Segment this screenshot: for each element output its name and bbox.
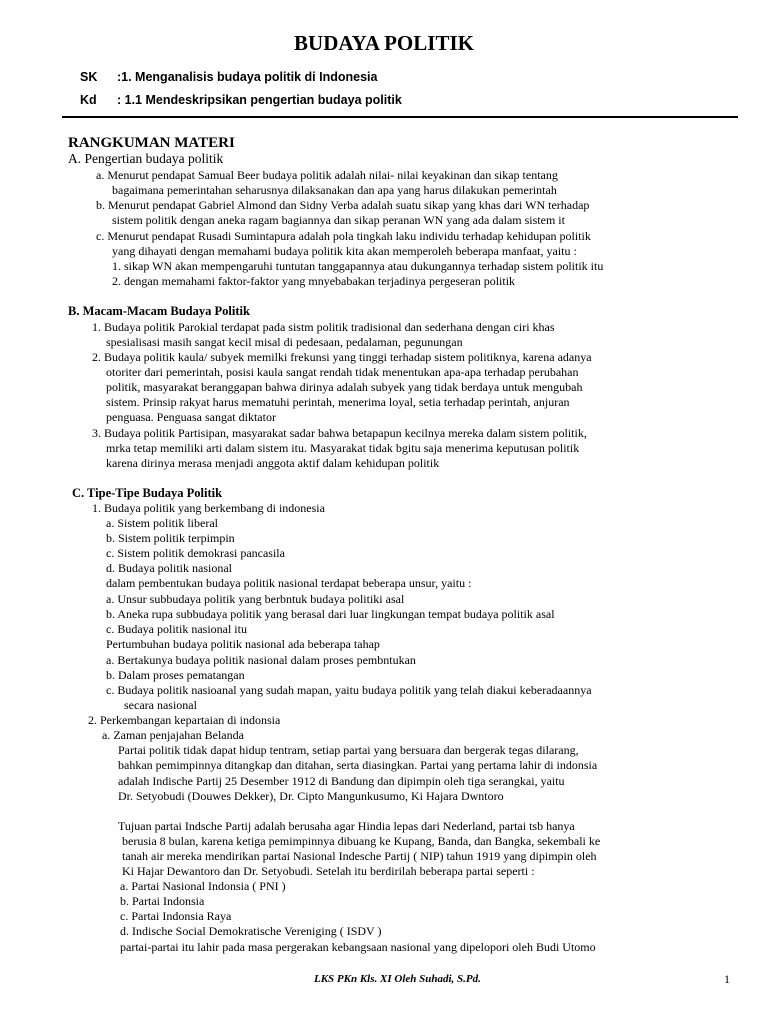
section-b-line: penguasa. Penguasa sangat diktator (106, 410, 276, 424)
section-c-line: b. Sistem politik terpimpin (106, 531, 235, 545)
section-c-line: d. Indische Social Demokratische Vereniging ( ISDV ) (120, 924, 382, 938)
section-c-line: a. Zaman penjajahan Belanda (102, 728, 244, 742)
section-c-line: a. Bertakunya budaya politik nasional dalam proses pembntukan (106, 653, 416, 667)
sk-label: SK (80, 70, 98, 84)
section-b-line: spesialisasi masih sangat kecil misal di pedesaan, pedalaman, pegunungan (106, 335, 463, 349)
sk-text: :1. Menganalisis budaya politik di Indonesia (117, 70, 378, 84)
kd-text: : 1.1 Mendeskripsikan pengertian budaya politik (117, 93, 402, 107)
section-c-line: Pertumbuhan budaya politik nasional ada beberapa tahap (106, 637, 380, 651)
section-c-line: d. Budaya politik nasional (106, 561, 232, 575)
section-c-line: adalah Indische Partij 25 Desember 1912 di Bandung dan dipimpin oleh tiga serangkai, yaitu (118, 774, 565, 788)
section-c-line: a. Unsur subbudaya politik yang berbntuk budaya politiki asal (106, 592, 405, 606)
section-c-line: bahkan pemimpinnya ditangkap dan ditahan, serta diasingkan. Partai yang pertama lahir di indonsia (118, 758, 598, 772)
section-b-line: 2. Budaya politik kaula/ subyek memilki frekunsi yang tinggi terhadap sistem politiknya, karena adanya (92, 350, 592, 364)
kd-label: Kd (80, 93, 97, 107)
section-a-line: sistem politik dengan aneka ragam bagiannya dan sikap peranan WN yang ada dalam sistem it (112, 213, 565, 227)
section-c-line: berusia 8 bulan, karena ketiga pemimpinnya dibuang ke Kupang, Banda, dan Bangka, sekembali ke (122, 834, 601, 848)
section-c-line: 2. Perkembangan kepartaian di indonsia (88, 713, 281, 727)
section-b-line: mrka tetap memiliki arti dalam sistem itu. Masyarakat tidak bgitu saja menerima keputusan politik (106, 441, 580, 455)
section-c-line: secara nasional (124, 698, 197, 712)
section-b-line: politik, masyarakat beranggapan bahwa dirinya adalah subyek yang tidak berdaya untuk mengubah (106, 380, 583, 394)
section-c-line: b. Dalam proses pematangan (106, 668, 245, 682)
section-c-line: b. Partai Indonsia (120, 894, 205, 908)
section-c-line: Partai politik tidak dapat hidup tentram, setiap partai yang bersuara dan bergerak tegas dilarang, (118, 743, 579, 757)
section-c-line: Dr. Setyobudi (Douwes Dekker), Dr. Cipto Mangunkusumo, Ki Hajara Dwntoro (118, 789, 504, 803)
section-b-line: 1. Budaya politik Parokial terdapat pada sistm politik tradisional dan sederhana dengan ciri khas (92, 320, 555, 334)
section-c-line: 1. Budaya politik yang berkembang di indonesia (92, 501, 325, 515)
section-c-line: partai-partai itu lahir pada masa pergerakan kebangsaan nasional yang dipelopori oleh Budi Utomo (120, 940, 596, 954)
section-c-line: c. Partai Indonsia Raya (120, 909, 232, 923)
section-b-line: karena dirinya merasa menjadi anggota aktif dalam kehidupan politik (106, 456, 440, 470)
section-a-line: a. Menurut pendapat Samual Beer budaya politik adalah nilai- nilai keyakinan dan sikap tentang (96, 168, 558, 182)
section-c-line: a. Partai Nasional Indonsia ( PNI ) (120, 879, 286, 893)
header-divider (62, 116, 738, 118)
page-title: BUDAYA POLITIK (294, 31, 474, 55)
section-b-heading: B. Macam-Macam Budaya Politik (68, 304, 250, 318)
section-a-line: c. Menurut pendapat Rusadi Sumintapura adalah pola tingkah laku individu terhadap kehidupan politik (96, 229, 591, 243)
section-c-line: c. Budaya politik nasional itu (106, 622, 247, 636)
section-c-heading: C. Tipe-Tipe Budaya Politik (72, 486, 223, 500)
section-c-line: c. Sistem politik demokrasi pancasila (106, 546, 285, 560)
section-title-rangkuman: RANGKUMAN MATERI (68, 135, 235, 151)
section-b-line: 3. Budaya politik Partisipan, masyarakat sadar bahwa betapapun kecilnya mereka dalam sistem politik, (92, 426, 587, 440)
section-a-line: 2. dengan memahami faktor-faktor yang mnyebabakan terjadinya pergeseran politik (112, 274, 516, 288)
section-b-line: otoriter dari pemerintah, posisi kaula sangat rendah tidak menentukan apa-apa terhadap perubahan (106, 365, 579, 379)
footer-text: LKS PKn Kls. XI Oleh Suhadi, S.Pd. (314, 973, 481, 985)
section-a-line: yang dihayati dengan memahami budaya politik kita akan memperoleh beberapa manfaat, yaitu : (112, 244, 577, 258)
section-c-line: dalam pembentukan budaya politik nasional terdapat beberapa unsur, yaitu : (106, 576, 472, 590)
section-c-line: Tujuan partai Indsche Partij adalah berusaha agar Hindia lepas dari Nederland, partai tsb hanya (118, 819, 575, 833)
section-c-line: a. Sistem politik liberal (106, 516, 218, 530)
section-c-line: Ki Hajar Dewantoro dan Dr. Setyobudi. Setelah itu berdirilah beberapa partai seperti : (122, 864, 535, 878)
section-c-line: tanah air mereka mendirikan partai Nasional Indesche Partij ( NIP) tahun 1919 yang dipimpin oleh (122, 849, 597, 863)
page-number: 1 (724, 972, 730, 986)
section-a-line: 1. sikap WN akan mempengaruhi tuntutan tanggapannya atau dukungannya terhadap sistem politik itu (112, 259, 604, 273)
section-a-heading: A. Pengertian budaya politik (68, 151, 224, 166)
section-a-line: b. Menurut pendapat Gabriel Almond dan Sidny Verba adalah suatu sikap yang khas dari WN terhadap (96, 198, 590, 212)
section-a-line: bagaimana pemerintahan seharusnya dilaksanakan dan apa yang harus dilakukan pemerintah (112, 183, 557, 197)
section-c-line: b. Aneka rupa subbudaya politik yang berasal dari luar lingkungan tempat budaya politik asal (106, 607, 555, 621)
section-c-line: c. Budaya politik nasioanal yang sudah mapan, yaitu budaya politik yang telah diakui keberadaannya (106, 683, 592, 697)
section-b-line: sistem. Prinsip rakyat harus mematuhi perintah, menerima loyal, setia terhadap perintah, anjuran (106, 395, 570, 409)
